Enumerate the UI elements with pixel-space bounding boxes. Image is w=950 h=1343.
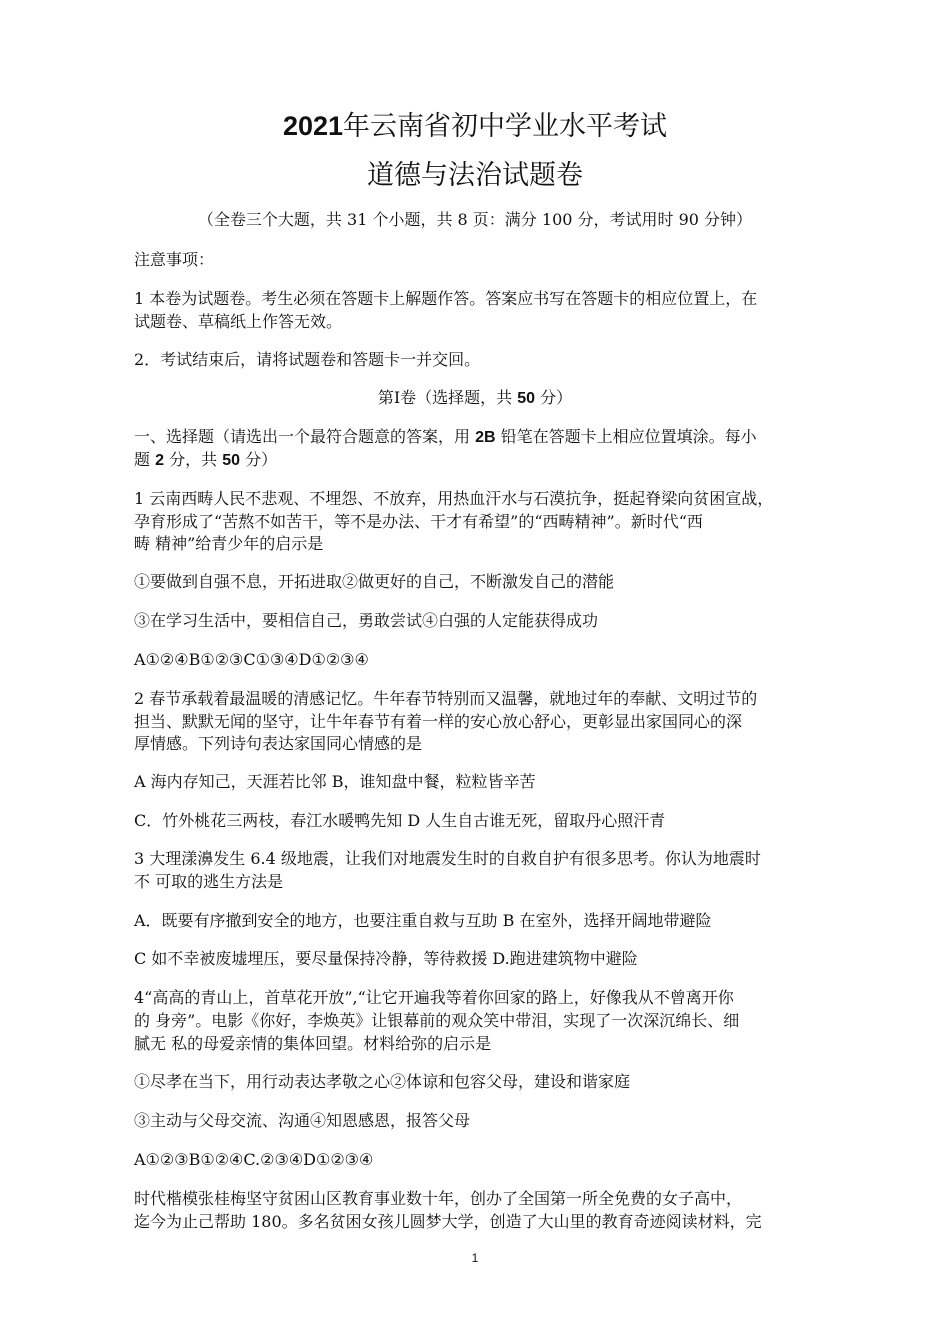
part1-heading — [0, 387, 950, 410]
section1-total-score: 50 — [222, 452, 240, 469]
section1-line-1-prefix: 一、选择题（请选出一个最符合题意的答案，用 — [134, 427, 476, 446]
exam-title-year: 2021 — [282, 111, 344, 141]
notice-heading: 注意事项： — [134, 250, 215, 269]
q2-choices-cd: C．竹外桃花三两枝，春江水暖鸭先知 D 人生自古谁无死，留取丹心照汗青 — [134, 811, 666, 830]
section1-line-1-suffix: 铅笔在答题卡上相应位置填涂。每小 — [495, 427, 757, 446]
part1-heading-suffix: 分） — [535, 388, 573, 407]
q2-stem-line-3: 厚情感。下列诗句表达家国同心情感的是 — [134, 734, 423, 753]
section1-line-2 — [134, 449, 277, 472]
section1-line-2-mid: 分，共 — [164, 450, 223, 469]
section1-line-1 — [134, 426, 757, 449]
part1-heading-score: 50 — [517, 390, 536, 407]
q5-material-line-2: 迄今为止己帮助 180。多名贫困女孩儿圆梦大学，创造了大山里的教育奇迹阅读材料，完 — [134, 1212, 762, 1231]
section1-pencil: 2B — [475, 429, 496, 446]
q1-stem-line-3: 畴 精神”给青少年的启示是 — [134, 534, 324, 553]
section1-per-question-score: 2 — [155, 452, 164, 469]
q4-statements-2: ③主动与父母交流、沟通④知恩感恩，报答父母 — [134, 1111, 471, 1130]
q1-choices: A①②④B①②③C①③④D①②③④ — [134, 650, 369, 669]
q4-stem-line-2: 的 身旁”。电影《你好，李焕英》让银幕前的观众笑中带泪，实现了一次深沉绵长、细 — [134, 1011, 740, 1030]
q2-stem-line-1: 2 春节承载着最温暖的清感记忆。牛年春节特别而又温馨，就地过年的奉献、文明过节的 — [134, 689, 758, 708]
q2-choices-ab: A 海内存知己，天涯若比邻 B，谁知盘中餐，粒粒皆辛苦 — [134, 772, 536, 791]
part1-heading-prefix: 第Ⅰ卷（选择题，共 — [377, 388, 518, 407]
q1-statements-1: ①要做到自强不息，开拓进取②做更好的自己，不断激发自己的潜能 — [134, 572, 615, 591]
exam-subtitle: 道德与法治试题卷 — [367, 160, 583, 191]
q4-stem-line-3: 腻无 私的母爱亲情的集体回望。材料给弥的启示是 — [134, 1034, 492, 1053]
q4-stem-line-1: 4“高高的青山上，首草花开放”,“让它开遍我等着你回家的路上，好像我从不曾离开你 — [134, 988, 734, 1007]
exam-title — [0, 104, 950, 143]
q4-choices: A①②③B①②④C.②③④D①②③④ — [134, 1150, 374, 1169]
q1-stem-line-1: 1 云南西畴人民不悲观、不埋怨、不放弃，用热血汗水与石漠抗争，挺起脊梁向贫困宣战， — [134, 489, 774, 508]
q3-choices-cd: C 如不幸被废墟埋压，要尽量保持冷静，等待救援 D.跑进建筑物中避险 — [134, 949, 638, 968]
notice-item-2: 2．考试结束后，请将试题卷和答题卡一并交回。 — [134, 350, 481, 369]
q2-stem-line-2: 担当、默默无闻的坚守，让牛年春节有着一样的安心放心舒心，更彰显出家国同心的深 — [134, 712, 743, 731]
exam-title-text: 年云南省初中学业水平考试 — [343, 111, 668, 142]
notice-item-1-line-2: 试题卷、草稿纸上作答无效。 — [134, 312, 343, 331]
q4-statements-1: ①尽孝在当下，用行动表达孝敬之心②体谅和包容父母，建设和谐家庭 — [134, 1072, 631, 1091]
page-number: 1 — [471, 1251, 479, 1265]
section1-line-2-prefix: 题 — [134, 450, 156, 469]
q3-stem-line-1: 3 大理漾濞发生 6.4 级地震，让我们对地震发生时的自救自护有很多思考。你认为地震时 — [134, 849, 761, 868]
q1-stem-line-2: 孕育形成了“苦熬不如苦干，等不是办法、干才有希望”的“西畴精神”。新时代“西 — [134, 512, 703, 531]
q3-stem-line-2: 不 可取的逃生方法是 — [134, 872, 284, 891]
exam-info: （全卷三个大题，共 31 个小题，共 8 页：满分 100 分，考试用时 90 分钟） — [197, 210, 753, 229]
notice-item-1-line-1: 1 本卷为试题卷。考生必须在答题卡上解题作答。答案应书写在答题卡的相应位置上，在 — [134, 289, 758, 308]
q5-material-line-1: 时代楷模张桂梅坚守贫困山区教育事业数十年，创办了全国第一所全免费的女子高中， — [134, 1189, 743, 1208]
q3-choices-ab: A．既要有序撤到安全的地方，也要注重自救与互助 B 在室外，选择开阔地带避险 — [134, 911, 712, 930]
section1-line-2-suffix: 分） — [239, 450, 278, 469]
q1-statements-2: ③在学习生活中，要相信自己，勇敢尝试④白强的人定能获得成功 — [134, 611, 599, 630]
